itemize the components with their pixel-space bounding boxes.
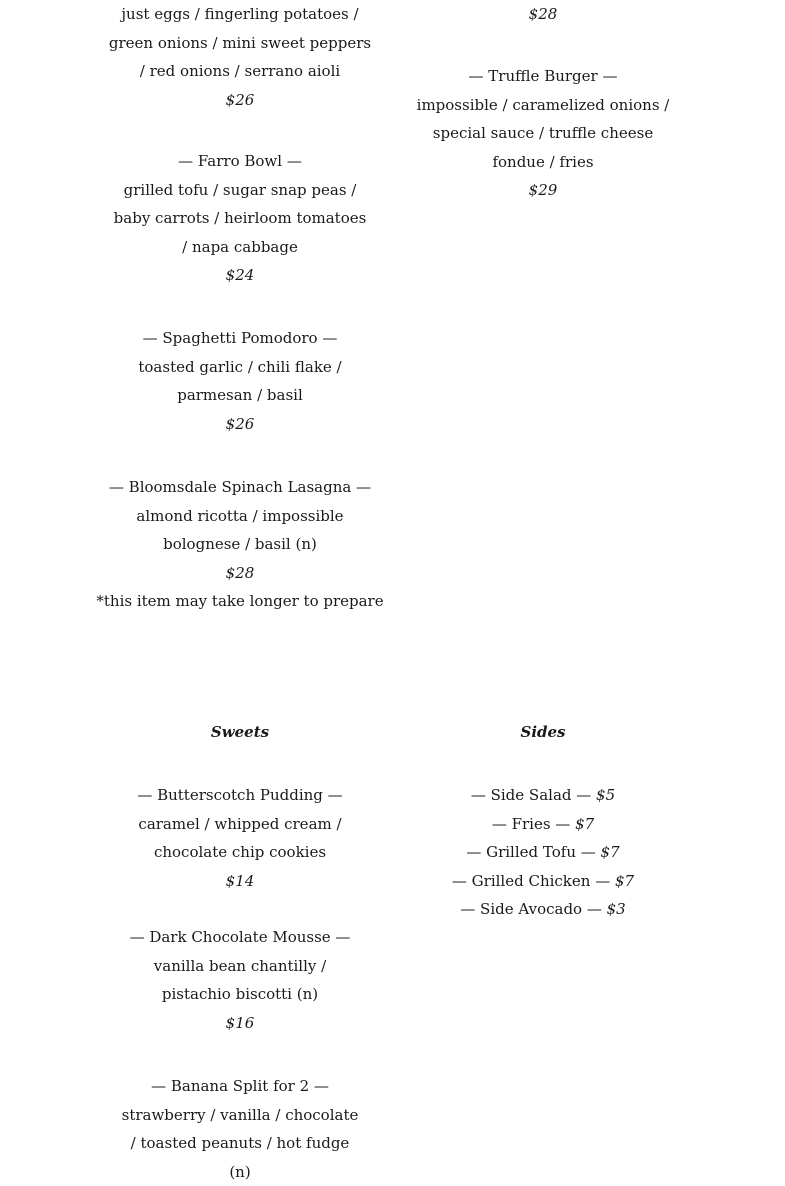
item-name: — Spaghetti Pomodoro — [142, 329, 338, 347]
section-heading-sides: Sides [520, 723, 566, 741]
sides-list [393, 781, 693, 924]
menu-item-partial-right [393, 0, 693, 29]
side-price: $7 [600, 843, 620, 862]
menu-item-dark-chocolate-mousse [90, 923, 390, 1037]
item-note: *this item may take longer to prepare [96, 592, 384, 611]
item-name: — Farro Bowl — [178, 152, 302, 170]
side-item [393, 810, 693, 839]
side-label: — Grilled Chicken — [451, 871, 611, 890]
item-description: caramel / whipped cream / chocolate chip cookies [138, 814, 342, 862]
side-item [393, 895, 693, 924]
item-name: — Truffle Burger — [468, 67, 618, 85]
item-description: just eggs / fingerling potatoes / green onions / mini sweet peppers / red onions / serrano aioli [108, 5, 372, 81]
item-description: vanilla bean chantilly / pistachio biscotti (n) [153, 956, 327, 1004]
item-description: almond ricotta / impossible bolognese / basil (n) [136, 506, 344, 554]
side-item [393, 867, 693, 896]
menu-item-spaghetti-pomodoro [90, 324, 390, 438]
item-price: $26 [225, 414, 255, 433]
item-price: $16 [225, 1013, 255, 1032]
side-label: — Grilled Tofu — [466, 843, 596, 862]
item-description: grilled tofu / sugar snap peas / baby carrots / heirloom tomatoes / napa cabbage [113, 180, 367, 256]
side-item [393, 838, 693, 867]
item-description: toasted garlic / chili flake / parmesan / basil [138, 357, 342, 405]
menu-item-partial-left [90, 0, 390, 114]
menu-item-truffle-burger [393, 62, 693, 205]
menu-item-banana-split [90, 1072, 390, 1186]
side-price: $5 [596, 786, 616, 804]
side-price: $3 [606, 900, 626, 919]
side-label: — Fries — [491, 814, 571, 833]
menu-item-butterscotch-pudding [90, 781, 390, 895]
side-price: $7 [575, 814, 595, 833]
side-label: — Side Avocado — [460, 900, 602, 919]
item-name: — Bloomsdale Spinach Lasagna — [108, 478, 372, 496]
menu-item-farro-bowl [90, 147, 390, 290]
section-heading-sweets: Sweets [210, 723, 270, 741]
item-price: $29 [528, 181, 558, 200]
item-description: strawberry / vanilla / chocolate / toasted peanuts / hot fudge (n) [121, 1105, 359, 1181]
item-price: $14 [225, 871, 255, 890]
side-price: $7 [614, 871, 635, 890]
item-price: $28 [225, 563, 255, 582]
item-name: — Dark Chocolate Mousse — [129, 928, 351, 946]
item-name: — Butterscotch Pudding — [137, 786, 343, 804]
menu-item-spinach-lasagna [90, 473, 390, 616]
side-item [393, 781, 693, 810]
item-price: $28 [528, 5, 558, 23]
item-description: impossible / caramelized onions / special sauce / truffle cheese fondue / fries [416, 95, 670, 171]
item-price: $24 [225, 266, 255, 285]
item-name: — Banana Split for 2 — [151, 1077, 329, 1095]
item-price: $26 [225, 90, 255, 109]
side-label: — Side Salad — [470, 786, 592, 804]
